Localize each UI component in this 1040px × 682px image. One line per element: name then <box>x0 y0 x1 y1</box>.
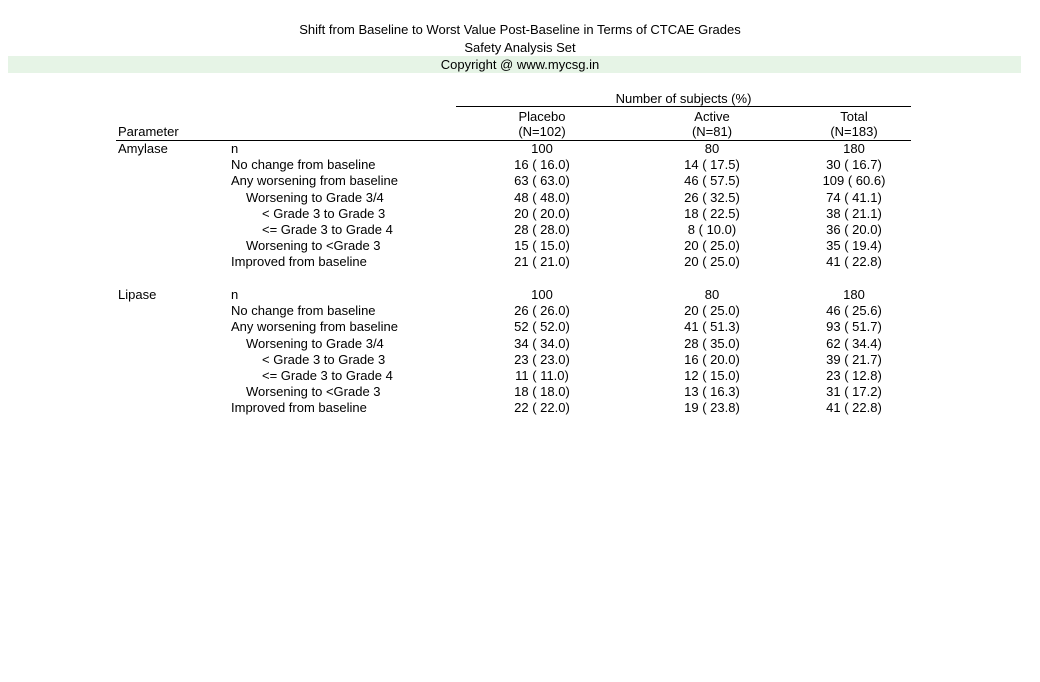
total-value: 23 ( 12.8) <box>826 367 882 383</box>
table-row <box>0 400 1040 416</box>
row-label: <= Grade 3 to Grade 4 <box>262 367 393 383</box>
table-row <box>0 254 1040 270</box>
total-value: 39 ( 21.7) <box>826 351 882 367</box>
spanner-underline <box>456 106 911 107</box>
row-label: Worsening to Grade 3/4 <box>246 335 384 351</box>
active-value: 46 ( 57.5) <box>684 173 740 189</box>
active-value: 41 ( 51.3) <box>684 319 740 335</box>
total-value: 41 ( 22.8) <box>826 400 882 416</box>
placebo-value: 26 ( 26.0) <box>514 303 570 319</box>
placebo-value: 63 ( 63.0) <box>514 173 570 189</box>
total-n-header: (N=183) <box>830 124 878 139</box>
table-row <box>0 238 1040 254</box>
parameter-column-header: Parameter <box>118 124 179 139</box>
row-label: n <box>231 287 239 302</box>
row-label: Improved from baseline <box>231 254 367 270</box>
total-value: 180 <box>843 287 865 302</box>
table-row <box>0 190 1040 206</box>
placebo-value: 48 ( 48.0) <box>514 189 570 205</box>
row-label: Worsening to <Grade 3 <box>246 238 381 254</box>
total-value: 36 ( 20.0) <box>826 221 882 237</box>
active-value: 28 ( 35.0) <box>684 335 740 351</box>
active-value: 18 ( 22.5) <box>684 205 740 221</box>
table-row <box>0 352 1040 368</box>
placebo-value: 100 <box>531 287 553 302</box>
row-label: Worsening to <Grade 3 <box>246 384 381 400</box>
total-value: 35 ( 19.4) <box>826 238 882 254</box>
total-column-header: Total <box>840 109 868 124</box>
row-label: n <box>231 141 239 156</box>
active-value: 20 ( 25.0) <box>684 238 740 254</box>
table-row <box>0 336 1040 352</box>
row-label: No change from baseline <box>231 157 376 173</box>
row-label: No change from baseline <box>231 303 376 319</box>
copyright-line: Copyright @ www.mycsg.in <box>440 57 600 72</box>
parameter-name: Lipase <box>118 287 157 302</box>
active-value: 20 ( 25.0) <box>684 254 740 270</box>
active-value: 13 ( 16.3) <box>684 384 740 400</box>
active-value: 8 ( 10.0) <box>687 221 737 237</box>
table-row <box>0 222 1040 238</box>
placebo-value: 34 ( 34.0) <box>514 335 570 351</box>
row-label: < Grade 3 to Grade 3 <box>262 205 386 221</box>
total-value: 93 ( 51.7) <box>826 319 882 335</box>
active-value: 16 ( 20.0) <box>684 351 740 367</box>
active-value: 14 ( 17.5) <box>684 157 740 173</box>
table-row <box>0 157 1040 173</box>
report-title: Shift from Baseline to Worst Value Post-Baseline in Terms of CTCAE Grades <box>299 22 741 37</box>
placebo-value: 20 ( 20.0) <box>514 205 570 221</box>
table-row <box>0 303 1040 319</box>
table-row <box>0 287 1040 303</box>
parameter-block-lipase <box>0 287 1040 417</box>
active-value: 26 ( 32.5) <box>684 189 740 205</box>
active-value: 12 ( 15.0) <box>684 367 740 383</box>
table-row <box>0 384 1040 400</box>
placebo-value: 100 <box>531 141 553 156</box>
active-value: 20 ( 25.0) <box>684 303 740 319</box>
total-value: 46 ( 25.6) <box>826 303 882 319</box>
total-value: 38 ( 21.1) <box>826 205 882 221</box>
total-value: 30 ( 16.7) <box>826 157 882 173</box>
row-label: < Grade 3 to Grade 3 <box>262 351 386 367</box>
total-value: 62 ( 34.4) <box>826 335 882 351</box>
active-value: 80 <box>704 141 720 156</box>
table-row <box>0 368 1040 384</box>
placebo-value: 11 ( 11.0) <box>515 367 569 383</box>
placebo-value: 16 ( 16.0) <box>514 157 570 173</box>
row-label: Any worsening from baseline <box>231 319 398 335</box>
placebo-value: 23 ( 23.0) <box>514 351 570 367</box>
total-value: 74 ( 41.1) <box>826 189 882 205</box>
table-row <box>0 319 1040 335</box>
placebo-value: 22 ( 22.0) <box>514 400 570 416</box>
active-n-header: (N=81) <box>691 124 733 139</box>
active-value: 19 ( 23.8) <box>684 400 740 416</box>
total-value: 109 ( 60.6) <box>822 173 886 189</box>
row-label: Any worsening from baseline <box>231 173 398 189</box>
parameter-name: Amylase <box>118 141 168 156</box>
placebo-value: 18 ( 18.0) <box>514 384 570 400</box>
placebo-column-header: Placebo <box>518 109 566 124</box>
active-value: 80 <box>704 287 720 302</box>
placebo-value: 21 ( 21.0) <box>514 254 570 270</box>
total-value: 41 ( 22.8) <box>826 254 882 270</box>
total-value: 31 ( 17.2) <box>826 384 882 400</box>
placebo-value: 15 ( 15.0) <box>514 238 570 254</box>
parameter-block-amylase <box>0 141 1040 271</box>
column-spanner-header: Number of subjects (%) <box>615 91 752 106</box>
table-row <box>0 141 1040 157</box>
row-label: Improved from baseline <box>231 400 367 416</box>
placebo-value: 52 ( 52.0) <box>514 319 570 335</box>
analysis-set-subtitle: Safety Analysis Set <box>464 40 576 55</box>
table-row <box>0 206 1040 222</box>
table-row <box>0 173 1040 189</box>
active-column-header: Active <box>694 109 730 124</box>
total-value: 180 <box>843 141 865 156</box>
placebo-value: 28 ( 28.0) <box>514 221 570 237</box>
row-label: Worsening to Grade 3/4 <box>246 189 384 205</box>
placebo-n-header: (N=102) <box>518 124 566 139</box>
row-label: <= Grade 3 to Grade 4 <box>262 221 393 237</box>
